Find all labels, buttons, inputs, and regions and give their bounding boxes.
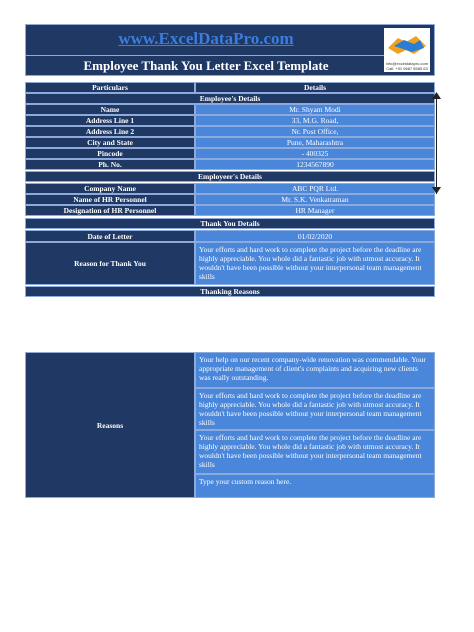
date-label: Date of Letter <box>25 230 195 242</box>
row-value[interactable]: Nr. Post Office, <box>195 126 435 137</box>
row-label: Company Name <box>25 183 195 194</box>
table-row <box>25 126 435 137</box>
table-row <box>25 183 435 194</box>
reason-label: Reason for Thank You <box>25 242 195 285</box>
row-label: Name <box>25 104 195 115</box>
section-employer <box>25 171 435 182</box>
row-label: Pincode <box>25 148 195 159</box>
reason-value[interactable]: Your efforts and hard work to complete the project before the deadline are highly appreciable. You whole did a fantastic job with utmost accuracy. It wouldn't have been possible without your interpersonal team management skills <box>195 242 435 285</box>
row-value[interactable]: Mr. Shyam Modi <box>195 104 435 115</box>
handshake-icon <box>384 28 430 60</box>
reasons-block <box>25 352 435 498</box>
reason-item[interactable]: Your efforts and hard work to complete the project before the deadline are highly appreciable. You whole did a fantastic job with utmost accuracy. It wouldn't have been possible without your interpersonal team management skills <box>195 430 435 474</box>
section-title: Thanking Reasons <box>25 286 435 297</box>
reason-item[interactable]: Your help on our recent company-wide renovation was commendable. Your appropriate management of client's complaints and acquiring new clients was really outstanding. <box>195 352 435 388</box>
logo-phone: Call: +91 9687 8585 63 <box>386 66 428 71</box>
row-label: City and State <box>25 137 195 148</box>
date-value[interactable]: 01/02/2020 <box>195 230 435 242</box>
table-row <box>25 230 435 242</box>
col-details: Details <box>195 82 435 93</box>
row-value[interactable]: 1234567890 <box>195 159 435 170</box>
section-title: Thank You Details <box>25 218 435 229</box>
row-value[interactable]: Pune, Maharashtra <box>195 137 435 148</box>
page-title: Employee Thank You Letter Excel Template <box>26 55 386 74</box>
table-row <box>25 104 435 115</box>
table-row <box>25 148 435 159</box>
table-row <box>25 137 435 148</box>
header-banner <box>25 24 435 76</box>
table-row <box>25 242 435 285</box>
row-value[interactable]: ABC PQR Ltd. <box>195 183 435 194</box>
section-thankyou <box>25 218 435 229</box>
site-link[interactable]: www.ExcelDataPro.com <box>118 29 294 48</box>
section-employee <box>25 93 435 104</box>
row-label: Name of HR Personnel <box>25 194 195 205</box>
section-title: Employee's Details <box>25 93 435 104</box>
section-title: Employeer's Details <box>25 171 435 182</box>
row-label: Designation of HR Personnel <box>25 205 195 216</box>
section-reasons <box>25 286 435 297</box>
column-header-row <box>25 82 435 93</box>
company-logo <box>384 28 430 72</box>
arrow-down-icon <box>432 185 441 194</box>
table-row <box>25 205 435 216</box>
row-value[interactable]: HR Manager <box>195 205 435 216</box>
arrow-up-icon <box>432 92 441 101</box>
col-particulars: Particulars <box>25 82 195 93</box>
row-label: Address Line 2 <box>25 126 195 137</box>
reasons-label: Reasons <box>25 352 195 498</box>
reason-item[interactable]: Your efforts and hard work to complete the project before the deadline are highly appreciable. You whole did a fantastic job with utmost accuracy. It wouldn't have been possible without your interpersonal team management skills <box>195 388 435 430</box>
logo-email: info@exceldatapro.com <box>385 61 429 66</box>
reason-item[interactable]: Type your custom reason here. <box>195 474 435 498</box>
row-value[interactable]: - 400325 <box>195 148 435 159</box>
row-label: Ph. No. <box>25 159 195 170</box>
row-value[interactable]: 33, M.G. Road, <box>195 115 435 126</box>
row-label: Address Line 1 <box>25 115 195 126</box>
table-row <box>25 194 435 205</box>
row-value[interactable]: Mr. S.K. Venkatraman <box>195 194 435 205</box>
connector-line <box>436 98 437 194</box>
table-row <box>25 115 435 126</box>
table-row <box>25 159 435 170</box>
